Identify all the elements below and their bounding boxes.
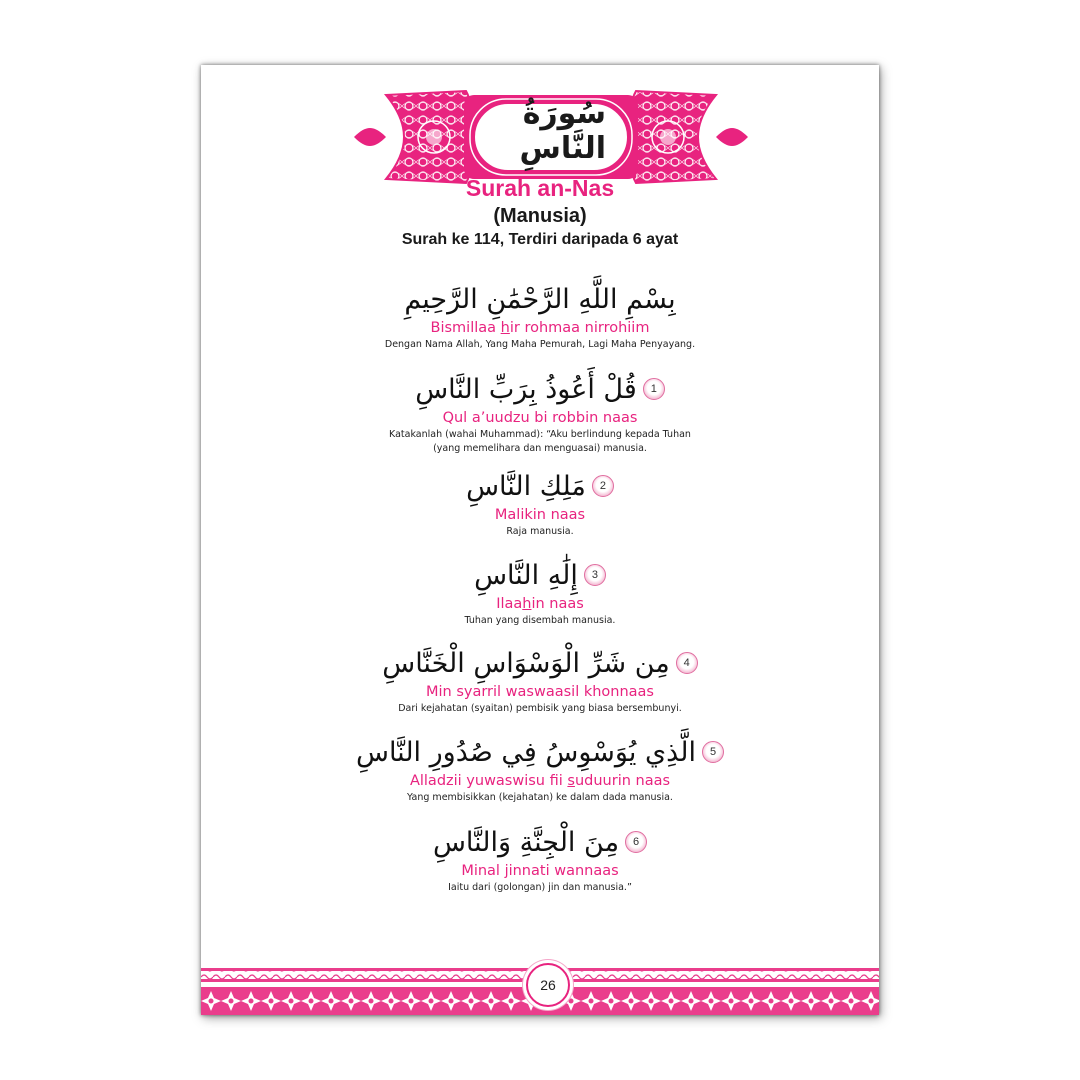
verse-translation-line2: (yang memelihara dan menguasai) manusia. <box>433 443 647 454</box>
verse-1 <box>201 369 879 456</box>
verse-translation: Dari kejahatan (syaitan) pembisik yang biasa bersembunyi. <box>398 703 682 714</box>
verse-number-badge: 4 <box>676 652 698 674</box>
surah-info: Surah ke 114, Terdiri daripada 6 ayat <box>401 231 679 248</box>
verse-arabic: مَلِكِ النَّاسِ <box>466 470 586 502</box>
verse-latin: Alladzii yuwaswisu fii suduurin naas <box>409 773 671 789</box>
verse-latin: Qul a’uudzu bi robbin naas <box>442 410 638 426</box>
bismillah-block <box>201 279 879 352</box>
verse-translation: Yang membisikkan (kejahatan) ke dalam dada manusia. <box>407 792 673 803</box>
verse-number-badge: 2 <box>592 475 614 497</box>
verse-5 <box>201 732 879 805</box>
book-page <box>201 65 879 1015</box>
verse-arabic: الَّذِي يُوَسْوِسُ فِي صُدُورِ النَّاسِ <box>355 736 696 768</box>
surah-meaning: (Manusia) <box>493 205 587 227</box>
bismillah-latin: Bismillaa hir rohmaa nirrohiim <box>430 320 650 336</box>
verse-latin: Ilaahin naas <box>496 596 584 612</box>
verse-number-badge: 5 <box>702 741 724 763</box>
bismillah-arabic: بِسْمِ اللَّهِ الرَّحْمَٰنِ الرَّحِيمِ <box>404 283 676 315</box>
verse-latin: Malikin naas <box>494 507 586 523</box>
surah-arabic-title: سُورَةُ النَّاسِ <box>519 96 606 166</box>
verse-arabic: إِلَٰهِ النَّاسِ <box>474 559 578 591</box>
bismillah-translation: Dengan Nama Allah, Yang Maha Pemurah, Lagi Maha Penyayang. <box>384 339 696 350</box>
verse-6 <box>201 822 879 895</box>
verse-arabic: قُلْ أَعُوذُ بِرَبِّ النَّاسِ <box>415 373 637 405</box>
verse-latin: Minal jinnati wannaas <box>461 863 619 879</box>
verse-translation: Iaitu dari (golongan) jin dan manusia.” <box>448 882 632 893</box>
verse-arabic: مِن شَرِّ الْوَسْوَاسِ الْخَنَّاسِ <box>382 647 670 679</box>
verse-translation: Tuhan yang disembah manusia. <box>464 615 616 626</box>
verse-arabic: مِنَ الْجِنَّةِ وَالنَّاسِ <box>432 826 620 858</box>
verse-number-badge: 3 <box>584 564 606 586</box>
verse-translation: Raja manusia. <box>506 526 574 537</box>
verse-number-badge: 1 <box>643 378 665 400</box>
verse-4 <box>201 643 879 716</box>
verse-number-badge: 6 <box>625 831 647 853</box>
verse-translation: Katakanlah (wahai Muhammad): “Aku berlindung kepada Tuhan <box>389 429 691 440</box>
verse-latin: Min syarril waswaasil khonnaas <box>425 684 654 700</box>
surah-title: Surah an-Nas <box>465 175 615 201</box>
verse-3 <box>201 555 879 628</box>
verse-2 <box>201 466 879 539</box>
page-number: 26 <box>526 963 570 1007</box>
